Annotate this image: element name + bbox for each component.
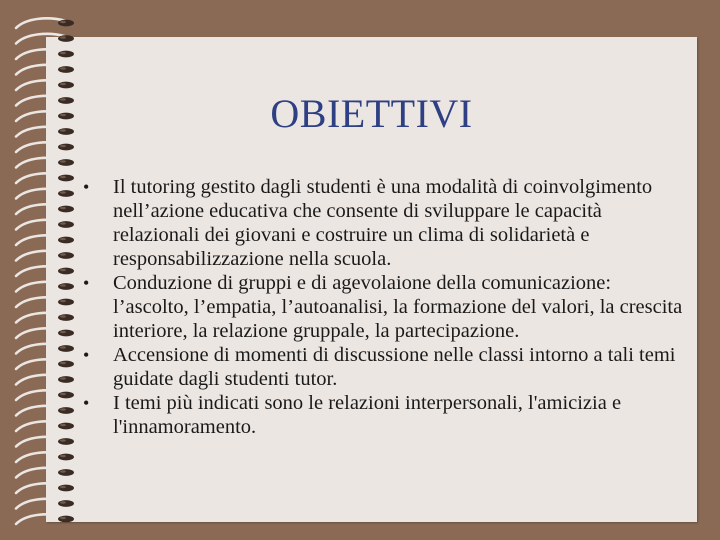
spiral-hole-shine (60, 269, 66, 271)
spiral-hole (58, 283, 74, 290)
spiral-hole-shine (60, 362, 66, 364)
spiral-hole (58, 438, 74, 445)
bullet-list (83, 175, 683, 439)
spiral-hole-shine (60, 21, 66, 23)
spiral-hole-shine (60, 145, 66, 147)
spiral-hole-shine (60, 486, 66, 488)
spiral-hole-shine (60, 284, 66, 286)
spiral-hole-shine (60, 501, 66, 503)
bullet-text: Conduzione di gruppi e di agevolaione della comunicazione: l’ascolto, l’empatia, l’autoanalisi, la formazione del valori, la crescita interiore, la relazione gruppale, la partecipazione. (113, 272, 683, 342)
spiral-hole-shine (60, 393, 66, 395)
spiral-hole-shine (60, 52, 66, 54)
spiral-hole-shine (60, 300, 66, 302)
spiral-hole (58, 376, 74, 383)
spiral-hole (58, 190, 74, 197)
spiral-hole-shine (60, 346, 66, 348)
spiral-hole (58, 252, 74, 259)
spiral-hole-shine (60, 315, 66, 317)
bullet-dot: • (83, 273, 90, 293)
spiral-hole (58, 144, 74, 151)
spiral-hole (58, 345, 74, 352)
spiral-hole-shine (60, 455, 66, 457)
spiral-hole (58, 392, 74, 399)
spiral-hole (58, 423, 74, 430)
spiral-hole (58, 20, 74, 27)
spiral-hole (58, 469, 74, 476)
spiral-hole-shine (60, 176, 66, 178)
spiral-hole (58, 454, 74, 461)
spiral-hole (58, 314, 74, 321)
bullet-dot: • (83, 177, 90, 197)
spiral-hole (58, 66, 74, 73)
spiral-hole-shine (60, 207, 66, 209)
spiral-hole-shine (60, 331, 66, 333)
spiral-hole (58, 500, 74, 507)
bullet-item (83, 391, 683, 439)
bullet-item (83, 175, 683, 271)
spiral-hole-shine (60, 83, 66, 85)
bullet-dot: • (83, 345, 90, 365)
spiral-hole (58, 268, 74, 275)
spiral-hole-shine (60, 222, 66, 224)
spiral-hole-shine (60, 424, 66, 426)
slide-title: OBIETTIVI (270, 91, 473, 136)
spiral-hole-shine (60, 439, 66, 441)
spiral-hole (58, 82, 74, 89)
spiral-hole (58, 35, 74, 42)
bullet-item (83, 271, 683, 343)
bullet-dot: • (83, 393, 90, 413)
spiral-hole (58, 159, 74, 166)
spiral-hole (58, 175, 74, 182)
spiral-hole (58, 237, 74, 244)
spiral-hole-shine (60, 408, 66, 410)
bullet-text: Il tutoring gestito dagli studenti è una modalità di coinvolgimento nell’azione educativa che consente di sviluppare le capacità relazionali dei giovani e costruire un clima di solidarietà e responsabilizzazione nella scuola. (113, 176, 653, 270)
spiral-hole-shine (60, 36, 66, 38)
spiral-hole (58, 221, 74, 228)
spiral-hole-shine (60, 377, 66, 379)
spiral-hole (58, 361, 74, 368)
spiral-hole (58, 407, 74, 414)
spiral-hole (58, 51, 74, 58)
spiral-hole-shine (60, 67, 66, 69)
bullet-text: I temi più indicati sono le relazioni interpersonali, l'amicizia e l'innamoramento. (113, 392, 622, 438)
spiral-hole-shine (60, 191, 66, 193)
spiral-hole (58, 516, 74, 523)
spiral-hole-shine (60, 238, 66, 240)
spiral-binding (0, 0, 90, 540)
bullet-text: Accensione di momenti di discussione nelle classi intorno a tali temi guidate dagli studenti tutor. (113, 344, 676, 390)
spiral-hole (58, 299, 74, 306)
spiral-hole (58, 485, 74, 492)
spiral-hole-shine (60, 470, 66, 472)
spiral-hole-shine (60, 160, 66, 162)
spiral-hole-shine (60, 253, 66, 255)
spiral-hole (58, 330, 74, 337)
spiral-hole-shine (60, 517, 66, 519)
spiral-hole (58, 206, 74, 213)
bullet-item (83, 343, 683, 391)
